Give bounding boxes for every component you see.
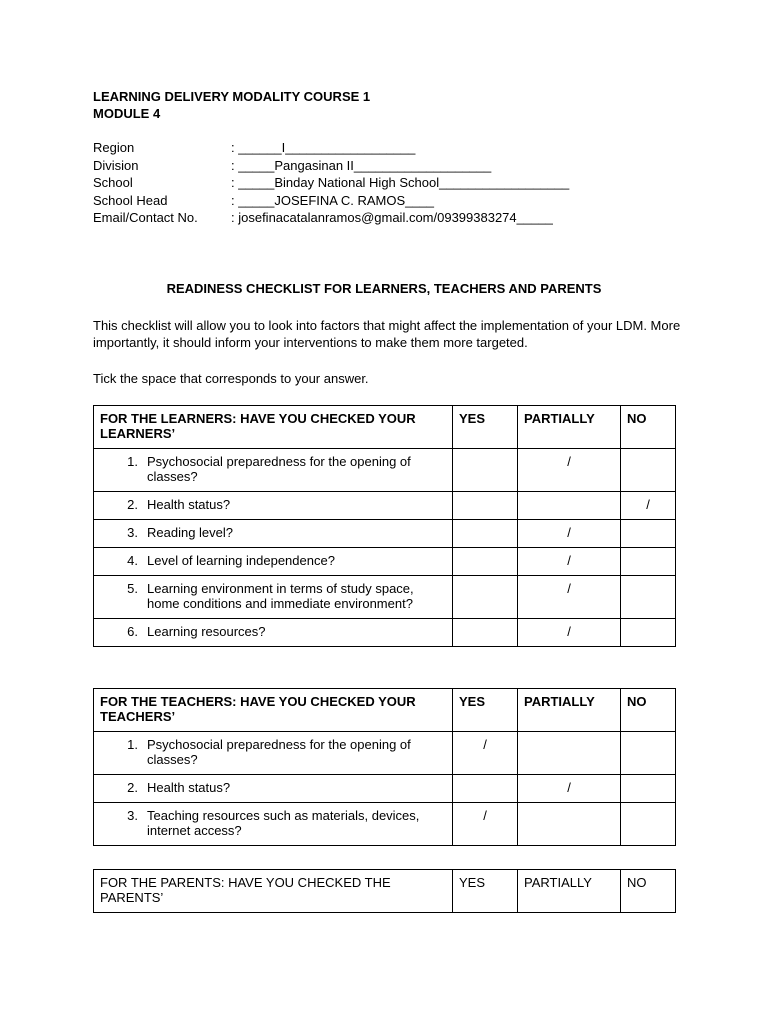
col-no-header: NO (621, 689, 676, 732)
col-partially-header: PARTIALLY (518, 870, 621, 913)
intro-paragraph: This checklist will allow you to look into factors that might affect the implementation of your LDM. More importantly, it should inform your interventions to make them more targeted. (93, 318, 681, 350)
info-row-region (93, 139, 733, 157)
yes-cell[interactable] (453, 492, 518, 520)
parents-checklist-table (93, 869, 676, 913)
item-text: Learning resources? (147, 624, 266, 639)
info-label: Email/Contact No. (93, 210, 198, 226)
item-cell (94, 619, 453, 647)
partially-cell[interactable] (518, 732, 621, 775)
col-no-header: NO (621, 870, 676, 913)
info-value: : _____Binday National High School__________________ (231, 175, 570, 191)
item-cell (94, 775, 453, 803)
instruction-text: Tick the space that corresponds to your answer. (93, 371, 369, 386)
info-value: : _____JOSEFINA C. RAMOS____ (231, 192, 435, 208)
item-text: Learning environment in terms of study space, home conditions and immediate environment? (147, 581, 414, 611)
table-row (94, 449, 676, 492)
info-label: Region (93, 140, 135, 155)
no-cell[interactable] (621, 803, 676, 846)
no-cell[interactable] (621, 619, 676, 647)
partially-cell[interactable]: / (518, 449, 621, 492)
info-row-school-head (93, 192, 733, 210)
col-yes-header: YES (453, 689, 518, 732)
school-info-block (93, 139, 733, 227)
partially-cell[interactable]: / (518, 576, 621, 619)
yes-cell[interactable] (453, 449, 518, 492)
item-cell (94, 732, 453, 775)
item-number: 4. (127, 553, 138, 568)
table-row (94, 576, 676, 619)
item-cell (94, 803, 453, 846)
yes-cell[interactable] (453, 520, 518, 548)
table-row (94, 803, 676, 846)
item-cell (94, 576, 453, 619)
info-row-school (93, 174, 733, 192)
info-row-email (93, 209, 733, 227)
partially-cell[interactable] (518, 803, 621, 846)
module-label: MODULE 4 (93, 106, 161, 121)
no-cell[interactable] (621, 775, 676, 803)
col-yes-header: YES (453, 406, 518, 449)
table-header-row (94, 406, 676, 449)
table-row (94, 492, 676, 520)
teachers-header: FOR THE TEACHERS: HAVE YOU CHECKED YOUR TEACHERS’ (94, 689, 453, 732)
learners-header: FOR THE LEARNERS: HAVE YOU CHECKED YOUR LEARNERS’ (94, 406, 453, 449)
no-cell[interactable] (621, 732, 676, 775)
info-value: : _____Pangasinan II___________________ (231, 157, 492, 173)
item-text: Teaching resources such as materials, devices, internet access? (147, 808, 420, 838)
learners-checklist-table (93, 405, 676, 647)
item-text: Health status? (147, 780, 231, 795)
item-number: 2. (127, 497, 138, 512)
partially-cell[interactable]: / (518, 520, 621, 548)
item-number: 2. (127, 780, 138, 795)
item-number: 1. (127, 737, 138, 752)
table-header-row (94, 870, 676, 913)
info-label: School (93, 175, 133, 191)
yes-cell[interactable] (453, 619, 518, 647)
info-value: : ______I__________________ (231, 140, 416, 155)
partially-cell[interactable]: / (518, 548, 621, 576)
item-cell (94, 449, 453, 492)
table-row (94, 775, 676, 803)
yes-cell[interactable] (453, 576, 518, 619)
no-cell[interactable] (621, 548, 676, 576)
info-row-division (93, 157, 733, 175)
partially-cell[interactable]: / (518, 775, 621, 803)
item-cell (94, 548, 453, 576)
yes-cell[interactable]: / (453, 803, 518, 846)
no-cell[interactable] (621, 576, 676, 619)
document-title: LEARNING DELIVERY MODALITY COURSE 1 (93, 89, 371, 104)
table-row (94, 732, 676, 775)
parents-header: FOR THE PARENTS: HAVE YOU CHECKED THE PARENTS’ (94, 870, 453, 913)
checklist-title: READINESS CHECKLIST FOR LEARNERS, TEACHERS AND PARENTS (166, 281, 602, 296)
item-cell (94, 520, 453, 548)
no-cell[interactable]: / (621, 492, 676, 520)
item-text: Health status? (147, 497, 231, 512)
item-cell (94, 492, 453, 520)
no-cell[interactable] (621, 520, 676, 548)
item-number: 1. (127, 454, 138, 469)
info-label: Division (93, 157, 139, 173)
col-no-header: NO (621, 406, 676, 449)
info-value: : josefinacatalanramos@gmail.com/09399383274_____ (231, 210, 553, 226)
col-partially-header: PARTIALLY (518, 689, 621, 732)
item-number: 5. (127, 581, 138, 596)
no-cell[interactable] (621, 449, 676, 492)
yes-cell[interactable]: / (453, 732, 518, 775)
item-text: Level of learning independence? (147, 553, 335, 568)
item-text: Psychosocial preparedness for the opening of classes? (147, 737, 411, 767)
table-header-row (94, 689, 676, 732)
table-row (94, 548, 676, 576)
teachers-checklist-table (93, 688, 676, 846)
item-text: Psychosocial preparedness for the opening of classes? (147, 454, 411, 484)
partially-cell[interactable] (518, 492, 621, 520)
table-row (94, 619, 676, 647)
info-label: School Head (93, 192, 168, 208)
item-number: 6. (127, 624, 138, 639)
col-partially-header: PARTIALLY (518, 406, 621, 449)
table-row (94, 520, 676, 548)
partially-cell[interactable]: / (518, 619, 621, 647)
item-number: 3. (127, 808, 138, 823)
item-number: 3. (127, 525, 138, 540)
item-text: Reading level? (147, 525, 234, 540)
yes-cell[interactable] (453, 775, 518, 803)
col-yes-header: YES (453, 870, 518, 913)
yes-cell[interactable] (453, 548, 518, 576)
